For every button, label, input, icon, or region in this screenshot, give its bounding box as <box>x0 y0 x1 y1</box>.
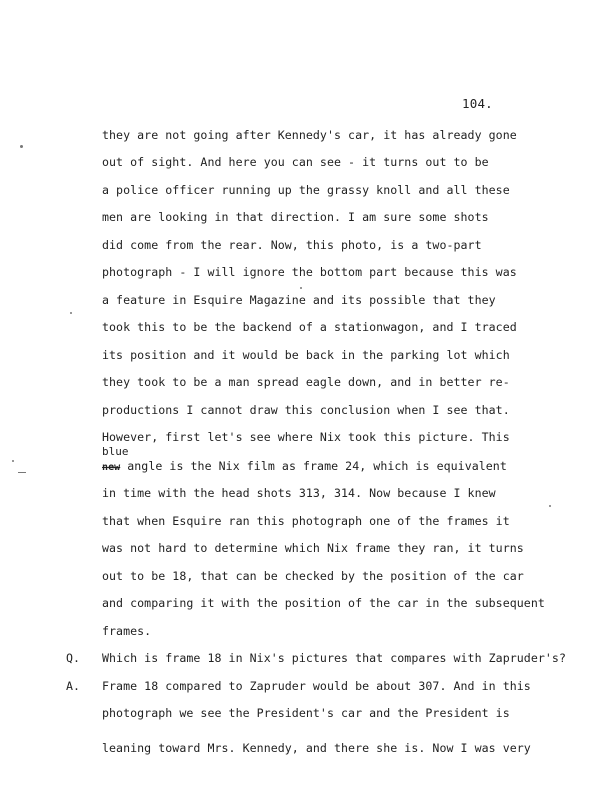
text-line: men are looking in that direction. I am sure some shots <box>102 210 489 224</box>
scan-speck <box>70 312 72 314</box>
interlineated-word: blue <box>102 445 129 458</box>
text-line: photograph - I will ignore the bottom part because this was <box>102 265 517 279</box>
text-line: did come from the rear. Now, this photo, is a two-part <box>102 238 482 252</box>
text-line: was not hard to determine which Nix frame they ran, it turns <box>102 541 524 555</box>
question-text: Which is frame 18 in Nix's pictures that compares with Zapruder's? <box>102 651 566 665</box>
struck-word: new <box>102 462 121 473</box>
scan-speck <box>20 145 23 148</box>
text-line: out of sight. And here you can see - it turns out to be <box>102 155 489 169</box>
text-line: out to be 18, that can be checked by the position of the car <box>102 569 524 583</box>
text-line: took this to be the backend of a stationwagon, and I traced <box>102 320 517 334</box>
scan-speck <box>300 287 302 289</box>
text-line: photograph we see the President's car and the President is <box>102 706 510 720</box>
page-number: 104. <box>462 96 493 111</box>
answer-marker: A. <box>66 679 80 693</box>
text-line: a police officer running up the grassy knoll and all these <box>102 183 510 197</box>
text-line: and comparing it with the position of the car in the subsequent <box>102 596 545 610</box>
text-line: a feature in Esquire Magazine and its possible that they <box>102 293 496 307</box>
text-line: frames. <box>102 624 152 638</box>
text-line-remainder: angle is the Nix film as frame 24, which is equivalent <box>120 459 507 473</box>
text-line: productions I cannot draw this conclusion when I see that. <box>102 403 510 417</box>
question-marker: Q. <box>66 651 80 665</box>
text-line: its position and it would be back in the parking lot which <box>102 348 510 362</box>
scan-speck <box>12 460 14 462</box>
scan-speck <box>549 505 551 507</box>
text-line: they took to be a man spread eagle down, and in better re- <box>102 375 510 389</box>
text-line: However, first let's see where Nix took this picture. This <box>102 430 510 444</box>
text-line: they are not going after Kennedy's car, it has already gone <box>102 128 517 142</box>
text-line: leaning toward Mrs. Kennedy, and there she is. Now I was very <box>102 741 531 755</box>
text-line: in time with the head shots 313, 314. Now because I knew <box>102 486 496 500</box>
text-line: that when Esquire ran this photograph one of the frames it <box>102 514 510 528</box>
scan-speck <box>18 472 26 473</box>
answer-text: Frame 18 compared to Zapruder would be about 307. And in this <box>102 679 531 693</box>
text-line-with-strike <box>102 459 507 475</box>
